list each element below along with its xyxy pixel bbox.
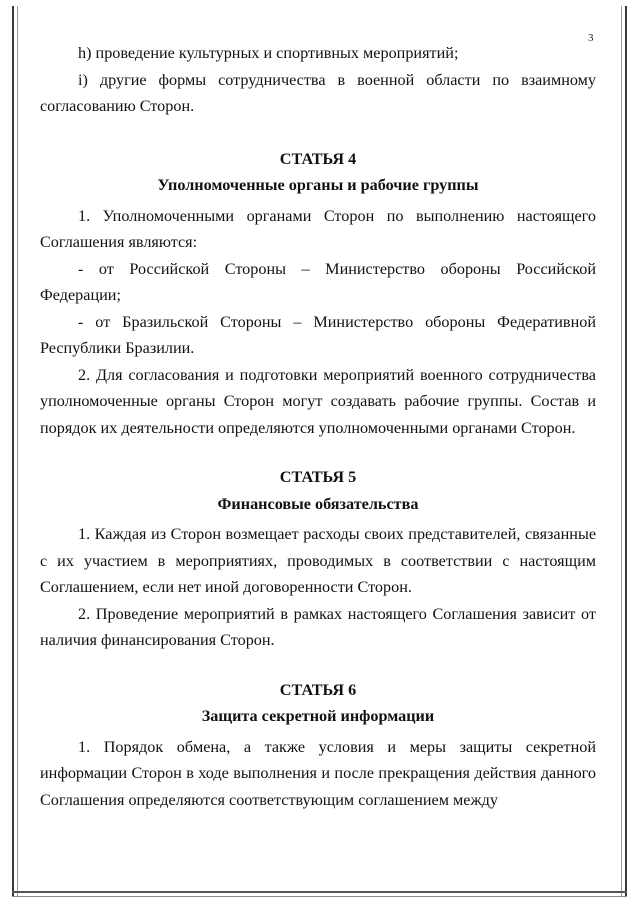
spacer [40,441,596,464]
article-5-title: СТАТЬЯ 5 [279,468,357,486]
page-number: 3 [588,32,594,44]
spacer [40,120,596,146]
page-frame-right [625,6,627,896]
article-4-paragraph-1: 1. Уполномоченными органами Сторон по выполнению настоящего Соглашения являются: [40,206,596,251]
article-5-paragraph-1: 1. Каждая из Сторон возмещает расходы своих представителей, связанные с их участием в мероприятиях, проводимых в соответствии с настоящим Соглашением, если нет иной договоренности Сторон. [40,525,596,596]
article-4-title: СТАТЬЯ 4 [279,149,357,168]
intro-item-h: h) проведение культурных и спортивных мероприятий; [78,44,459,62]
article-4-paragraph-brazil: - от Бразильской Стороны – Министерство обороны Федеративной Республики Бразилии. [40,312,596,357]
page-frame-left-inner [17,6,18,896]
page-frame-bottom-inner [12,896,627,897]
page-frame-right-inner [621,6,622,896]
article-4-subtitle: Уполномоченные органы и рабочие группы [157,176,479,194]
article-6-paragraph-1: 1. Порядок обмена, а также условия и меры защиты секретной информации Сторон в ходе выполнения и после прекращения действия данного Соглашения определяются соответствующим соглашением между [40,737,596,809]
article-6-subtitle: Защита секретной информации [201,707,435,725]
page-frame-left [12,6,14,896]
document-body [40,40,596,813]
intro-item-i: i) другие формы сотрудничества в военной области по взаимному согласованию Сторон. [40,70,596,115]
article-5-paragraph-2: 2. Проведение мероприятий в рамках настоящего Соглашения зависит от наличия финансирования Сторон. [40,604,596,649]
page-frame-bottom [12,891,627,893]
article-4-paragraph-russia: - от Российской Стороны – Министерство обороны Российской Федерации; [40,259,596,304]
spacer [40,654,596,677]
article-5-subtitle: Финансовые обязательства [217,494,419,513]
article-4-paragraph-2: 2. Для согласования и подготовки мероприятий военного сотрудничества уполномоченные органы Сторон могут создавать рабочие группы. Состав и порядок их деятельности определяются уполномоченными органами Сторон. [40,365,596,437]
article-6-title: СТАТЬЯ 6 [279,680,357,699]
